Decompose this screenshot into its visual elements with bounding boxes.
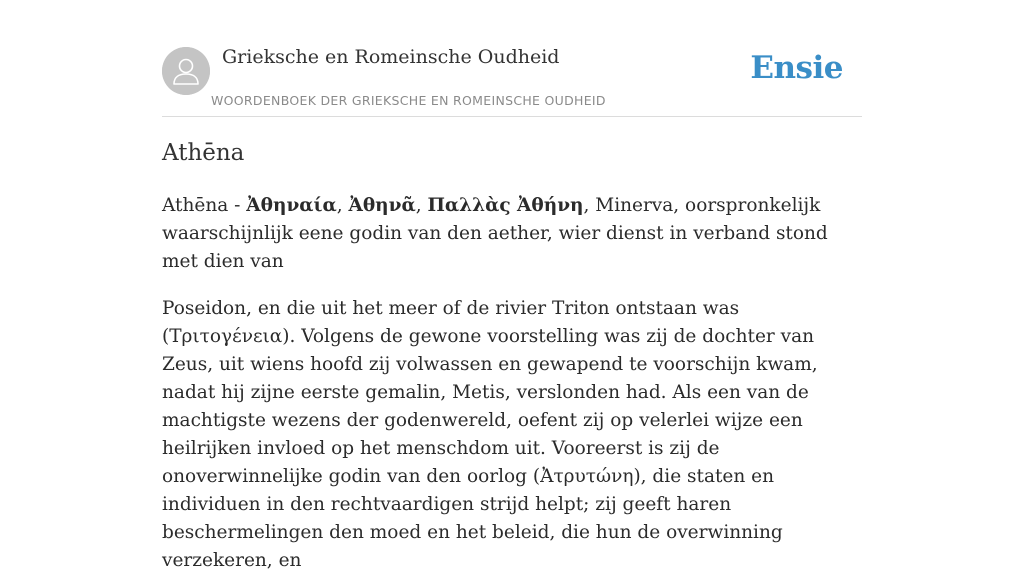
comma-1: , [336, 195, 349, 216]
paragraph-1-rest: , Minerva, oorspronkelijk waarschijnlijk eene godin van den aether, wier dienst in verband stond met dien van [162, 195, 828, 272]
entry-paragraph-2: Poseidon, en die uit het meer of de rivier Triton ontstaan was (Τριτογένεια). Volgens de gewone voorstelling was zij de dochter van Zeus, uit wiens hoofd zij volwassen en gewapend te voorschijn kwam, nadat hij zijne eerste gemalin, Metis, verslonden had. Als een van de machtigste wezens der godenwereld, oefent zij op velerlei wijze een heilrijken invloed op het menschdom uit. Vooreerst is zij de onoverwinnelijke godin van den oorlog (Ἀτρυτώνη), die staten en individuen in den rechtvaardigen strijd helpt; zij geeft haren beschermelingen den moed en het beleid, die hun de overwinning verzekeren, en [162, 298, 818, 571]
site-header [162, 0, 862, 117]
term-separator: - [228, 195, 247, 216]
entry-title: Athēna [162, 140, 245, 166]
site-subtitle: WOORDENBOEK DER GRIEKSCHE EN ROMEINSCHE OUDHEID [211, 93, 606, 108]
user-avatar-icon[interactable] [162, 47, 210, 95]
ensie-logo[interactable]: Ensie [750, 50, 843, 86]
entry-term: Athēna [162, 195, 229, 216]
site-title[interactable]: Grieksche en Romeinsche Oudheid [222, 46, 560, 68]
greek-name-1: Ἀθηναία [246, 195, 337, 216]
page-container [162, 0, 862, 571]
greek-name-3: Παλλὰς Ἀθήνη [427, 195, 584, 216]
greek-name-2: Ἀθηνᾶ [348, 195, 416, 216]
entry-paragraph-1 [162, 192, 862, 276]
comma-2: , [415, 195, 428, 216]
